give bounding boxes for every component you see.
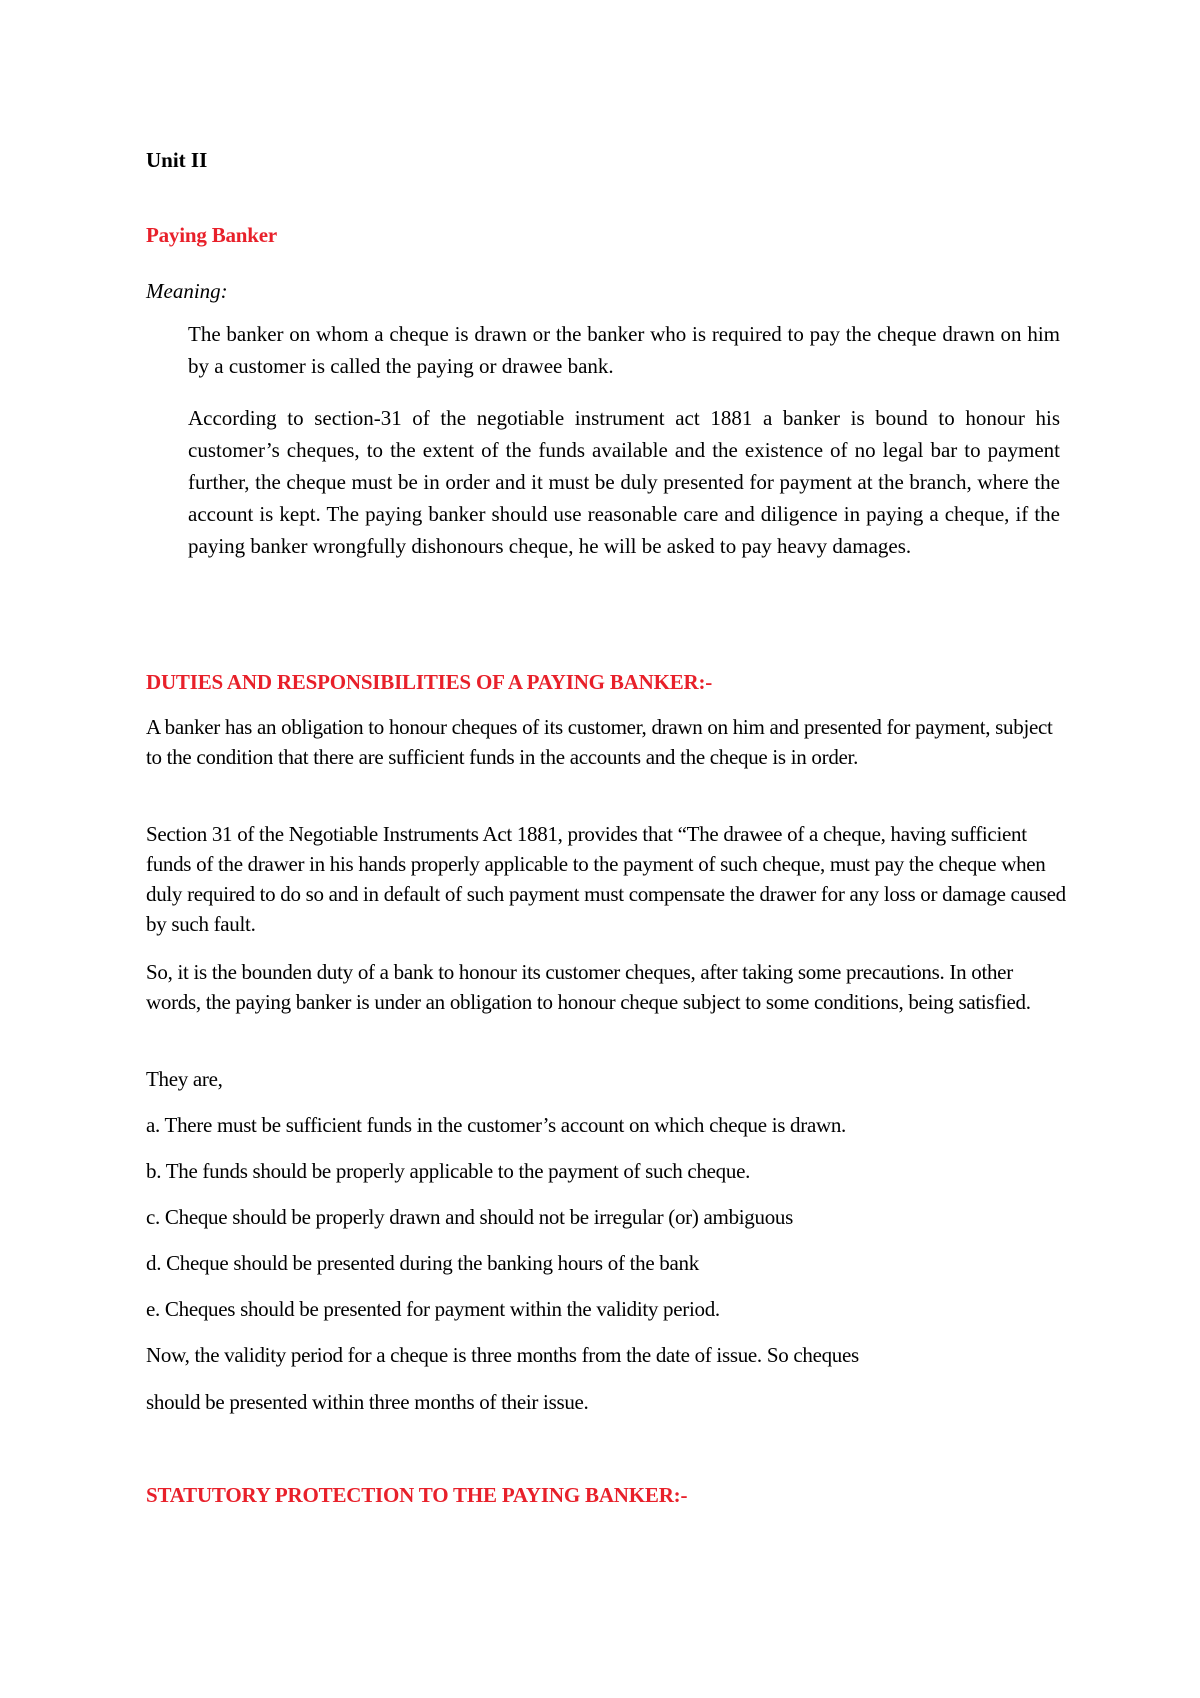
- meaning-paragraph-2: According to section-31 of the negotiable instrument act 1881 a banker is bound to honour his customer’s cheques, to the extent of the funds available and the existence of no legal bar to payment further, the cheque must be in order and it must be duly presented for payment at the branch, where the account is kept. The paying banker should use reasonable care and diligence in paying a cheque, if the paying banker wrongfully dishonours cheque, he will be asked to pay heavy damages.: [188, 406, 1060, 558]
- duties-paragraph-1: A banker has an obligation to honour cheques of its customer, drawn on him and presented for payment, subject to the condition that there are sufficient funds in the accounts and the cheque is in order.: [146, 715, 1053, 769]
- meaning-paragraph-1: The banker on whom a cheque is drawn or the banker who is required to pay the cheque drawn on him by a customer is called the paying or drawee bank.: [188, 322, 1060, 378]
- meaning-label: Meaning:: [146, 279, 228, 303]
- duties-paragraph-2: Section 31 of the Negotiable Instruments Act 1881, provides that “The drawee of a cheque, having sufficient funds of the drawer in his hands properly applicable to the payment of such cheque, must pay the cheque when duly required to do so and in default of such payment must compensate the drawer for any loss or damage caused by such fault.: [146, 822, 1066, 936]
- condition-item-a: a. There must be sufficient funds in the customer’s account on which cheque is drawn.: [146, 1113, 846, 1137]
- duties-paragraph-3: So, it is the bounden duty of a bank to honour its customer cheques, after taking some precautions. In other words, the paying banker is under an obligation to honour cheque subject to some conditions, being satisfied.: [146, 960, 1031, 1014]
- section-heading: Paying Banker: [146, 223, 277, 247]
- validity-line-2: should be presented within three months of their issue.: [146, 1390, 589, 1414]
- unit-title: Unit II: [146, 148, 208, 172]
- condition-item-d: d. Cheque should be presented during the banking hours of the bank: [146, 1251, 699, 1275]
- condition-item-e: e. Cheques should be presented for payment within the validity period.: [146, 1297, 720, 1321]
- duties-heading: DUTIES AND RESPONSIBILITIES OF A PAYING BANKER:-: [146, 670, 713, 694]
- validity-line-1: Now, the validity period for a cheque is three months from the date of issue. So cheques: [146, 1343, 859, 1367]
- they-are-text: They are,: [146, 1067, 223, 1091]
- condition-item-b: b. The funds should be properly applicable to the payment of such cheque.: [146, 1159, 751, 1183]
- statutory-heading: STATUTORY PROTECTION TO THE PAYING BANKER:-: [146, 1483, 688, 1507]
- condition-item-c: c. Cheque should be properly drawn and should not be irregular (or) ambiguous: [146, 1205, 793, 1229]
